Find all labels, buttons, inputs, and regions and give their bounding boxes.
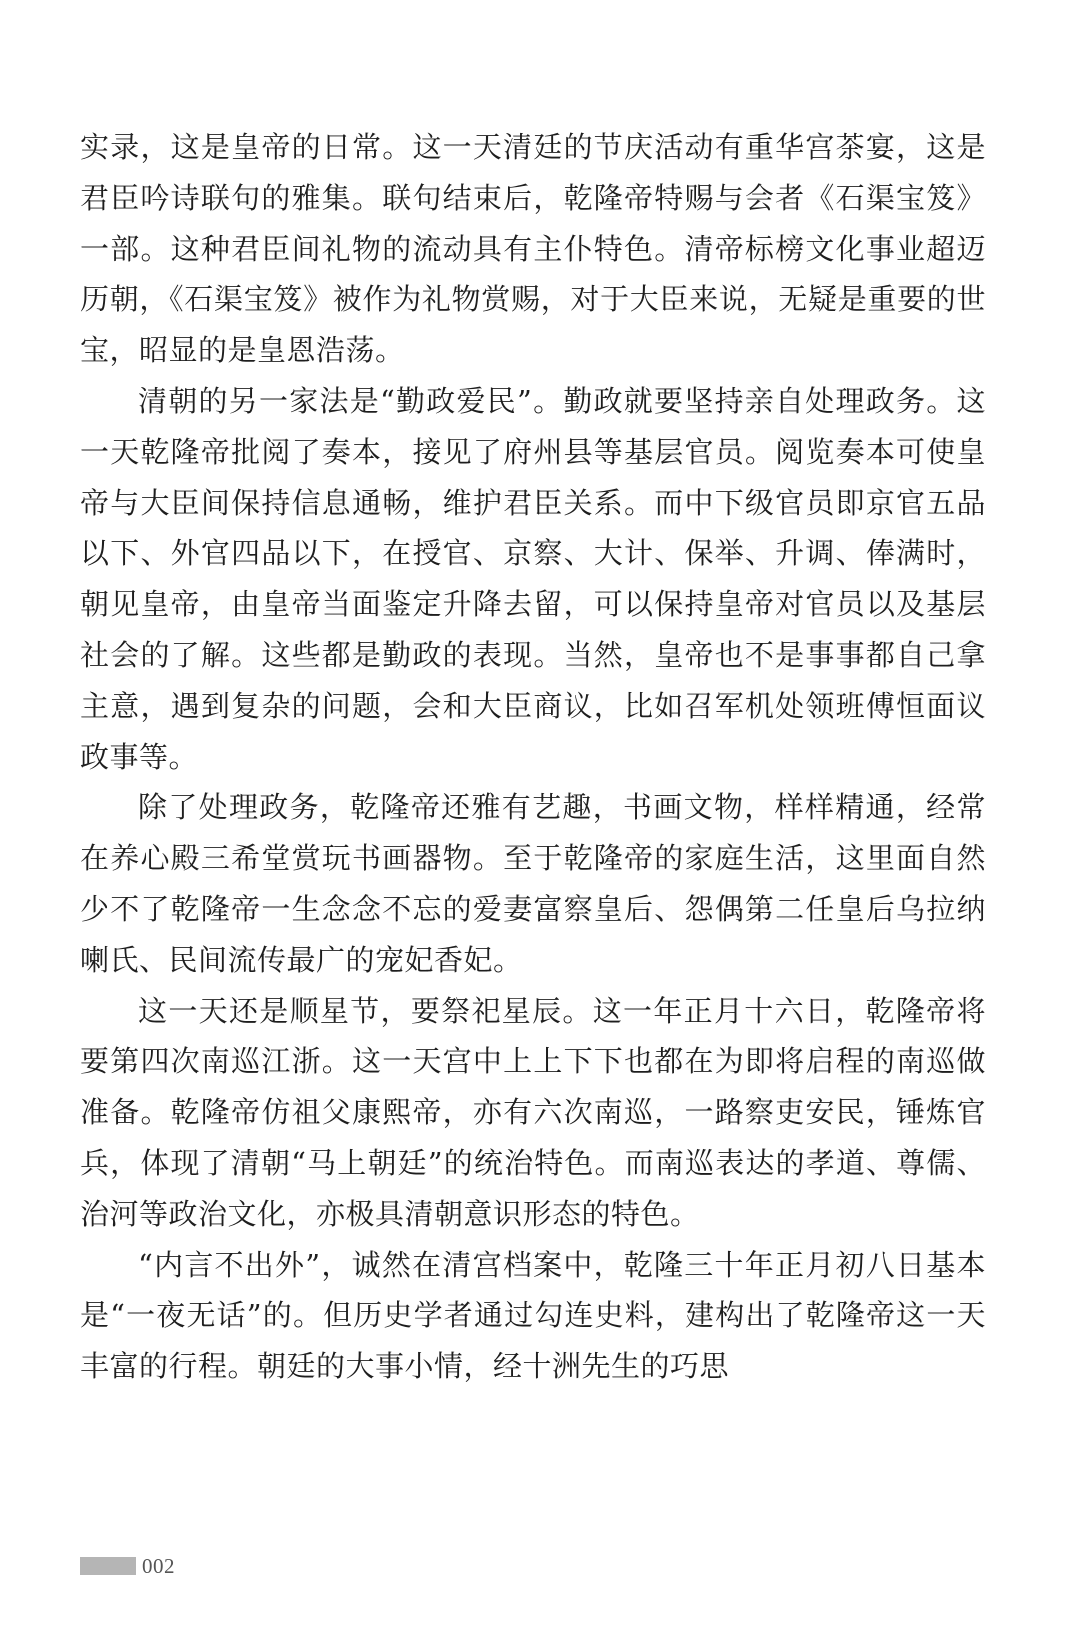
page-number-bar [80,1557,136,1575]
paragraph: 这一天还是顺星节，要祭祀星辰。这一年正月十六日，乾隆帝将要第四次南巡江浙。这一天宫中上上下下也都在为即将启程的南巡做准备。乾隆帝仿祖父康熙帝，亦有六次南巡，一路察吏安民，锤炼官兵，体现了清朝“马上朝廷”的统治特色。而南巡表达的孝道、尊儒、治河等政治文化，亦极具清朝意识形态的特色。 [80,993,986,1231]
page-number: 002 [142,1553,175,1578]
body-text [80,122,986,1392]
paragraph: “内言不出外”，诚然在清宫档案中，乾隆三十年正月初八日基本是“一夜无话”的。但历史学者通过勾连史料，建构出了乾隆帝这一天丰富的行程。朝廷的大事小情，经十洲先生的巧思 [80,1247,986,1384]
paragraph: 实录，这是皇帝的日常。这一天清廷的节庆活动有重华宫茶宴，这是君臣吟诗联句的雅集。联句结束后，乾隆帝特赐与会者《石渠宝笈》一部。这种君臣间礼物的流动具有主仆特色。清帝标榜文化事业超迈历朝，《石渠宝笈》被作为礼物赏赐，对于大臣来说，无疑是重要的世宝，昭显的是皇恩浩荡。 [80,130,986,368]
paragraph: 清朝的另一家法是“勤政爱民”。勤政就要坚持亲自处理政务。这一天乾隆帝批阅了奏本，接见了府州县等基层官员。阅览奏本可使皇帝与大臣间保持信息通畅，维护君臣关系。而中下级官员即京官五品以下、外官四品以下，在授官、京察、大计、保举、升调、俸满时，朝见皇帝，由皇帝当面鉴定升降去留，可以保持皇帝对官员以及基层社会的了解。这些都是勤政的表现。当然，皇帝也不是事事都自己拿主意，遇到复杂的问题，会和大臣商议，比如召军机处领班傅恒面议政事等。 [80,383,986,774]
page-footer [80,1554,175,1578]
paragraph: 除了处理政务，乾隆帝还雅有艺趣，书画文物，样样精通，经常在养心殿三希堂赏玩书画器物。至于乾隆帝的家庭生活，这里面自然少不了乾隆帝一生念念不忘的爱妻富察皇后、怨偶第二任皇后乌拉纳喇氏、民间流传最广的宠妃香妃。 [80,790,986,977]
